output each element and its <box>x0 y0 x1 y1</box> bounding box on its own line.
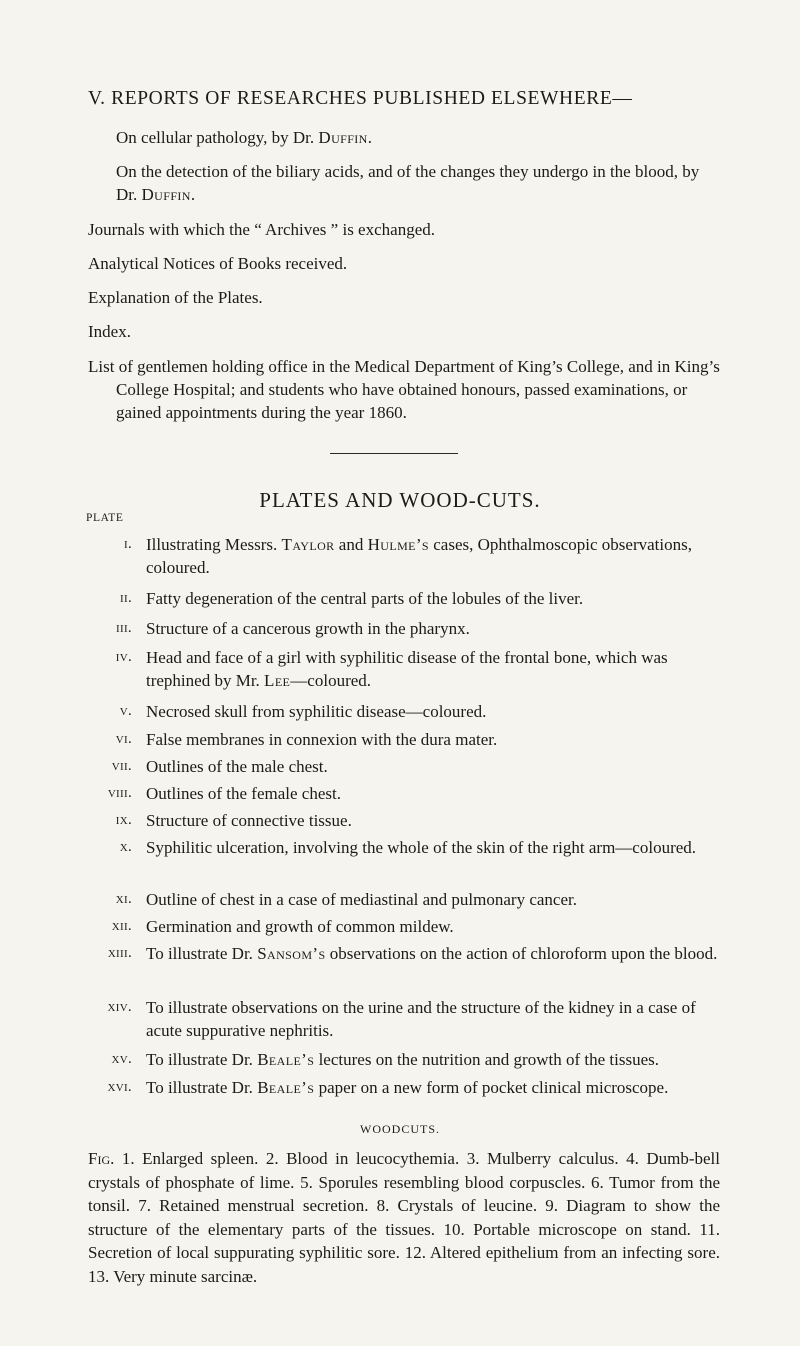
plate-number: ii. <box>120 590 132 606</box>
explanation-of-plates: Explanation of the Plates. <box>88 288 263 307</box>
plate-description: Head and face of a girl with syphilitic disease of the frontal bone, which was trephined by Mr. Lee—coloured. <box>146 648 668 690</box>
plate-description: To illustrate Dr. Beale’s lectures on the nutrition and growth of the tissues. <box>146 1050 659 1069</box>
plate-number: xiii. <box>107 945 132 961</box>
plate-number: xi. <box>115 891 132 907</box>
plate-description: To illustrate Dr. Beale’s paper on a new form of pocket clinical microscope. <box>146 1078 669 1097</box>
gentlemen-list: List of gentlemen holding office in the Medical Department of King’s College, and in King’s College Hospital; and students who have obtained honours, passed examinations, or gained appointments during the year 1860. <box>88 357 720 422</box>
plate-description: Outline of chest in a case of mediastinal and pulmonary cancer. <box>146 890 577 909</box>
plate-number: xv. <box>111 1051 132 1067</box>
plate-number: v. <box>119 703 132 719</box>
plate-description: False membranes in connexion with the dura mater. <box>146 730 498 749</box>
plate-number: vi. <box>115 731 132 747</box>
analytical-notices: Analytical Notices of Books received. <box>88 254 348 273</box>
plate-number: xiv. <box>107 999 132 1015</box>
journals-exchanged: Journals with which the “ Archives ” is exchanged. <box>88 220 435 239</box>
plate-column-label: PLATE <box>86 512 124 524</box>
plate-number: viii. <box>107 785 132 801</box>
woodcuts-list <box>88 1147 720 1288</box>
plate-description: To illustrate observations on the urine and the structure of the kidney in a case of acute suppurative nephritis. <box>146 998 696 1040</box>
woodcuts-title: WOODCUTS. <box>360 1122 440 1136</box>
plate-description: Outlines of the male chest. <box>146 757 328 776</box>
plate-description: To illustrate Dr. Sansom’s observations on the action of chloroform upon the blood. <box>146 944 718 963</box>
section-heading: V. REPORTS OF RESEARCHES PUBLISHED ELSEWHERE— <box>88 88 633 109</box>
fig-label: Fig. <box>88 1149 115 1168</box>
plate-number: ix. <box>115 812 132 828</box>
plate-number: i. <box>123 536 132 552</box>
report-cellular-pathology: On cellular pathology, by Dr. Duffin. <box>116 128 372 147</box>
report-biliary-acids: On the detection of the biliary acids, and of the changes they undergo in the blood, by Dr. Duffin. <box>116 162 700 204</box>
plate-description: Germination and growth of common mildew. <box>146 917 454 936</box>
plate-number: x. <box>119 839 132 855</box>
plates-title: PLATES AND WOOD-CUTS. <box>259 488 541 512</box>
plate-description: Structure of connective tissue. <box>146 811 352 830</box>
plate-number: iii. <box>116 620 132 636</box>
plate-description: Outlines of the female chest. <box>146 784 341 803</box>
plate-number: iv. <box>115 649 132 665</box>
plate-number: xvi. <box>107 1079 132 1095</box>
woodcuts-items: 1. Enlarged spleen. 2. Blood in leucocythemia. 3. Mulberry calculus. 4. Dumb-bell crystals of phosphate of lime. 5. Sporules resembling blood corpuscles. 6. Tumor from the tonsil. 7. Retained menstrual secretion. 8. Crystals of leucine. 9. Diagram to show the structure of the elementary parts of the tissues. 10. Portable microscope on stand. 11. Secretion of local suppurating syphilitic sore. 12. Altered epithelium from an infecting sore. 13. Very minute sarcinæ. <box>88 1149 720 1286</box>
plate-description: Structure of a cancerous growth in the pharynx. <box>146 619 470 638</box>
plate-number: vii. <box>111 758 132 774</box>
plate-description: Fatty degeneration of the central parts of the lobules of the liver. <box>146 589 584 608</box>
plate-number: xii. <box>111 918 132 934</box>
plate-description: Syphilitic ulceration, involving the whole of the skin of the right arm—coloured. <box>146 838 697 857</box>
index-entry: Index. <box>88 322 131 341</box>
plate-description: Illustrating Messrs. Taylor and Hulme’s cases, Ophthalmoscopic observations, coloured. <box>146 535 692 577</box>
divider-rule <box>330 453 458 454</box>
plate-description: Necrosed skull from syphilitic disease—coloured. <box>146 702 487 721</box>
